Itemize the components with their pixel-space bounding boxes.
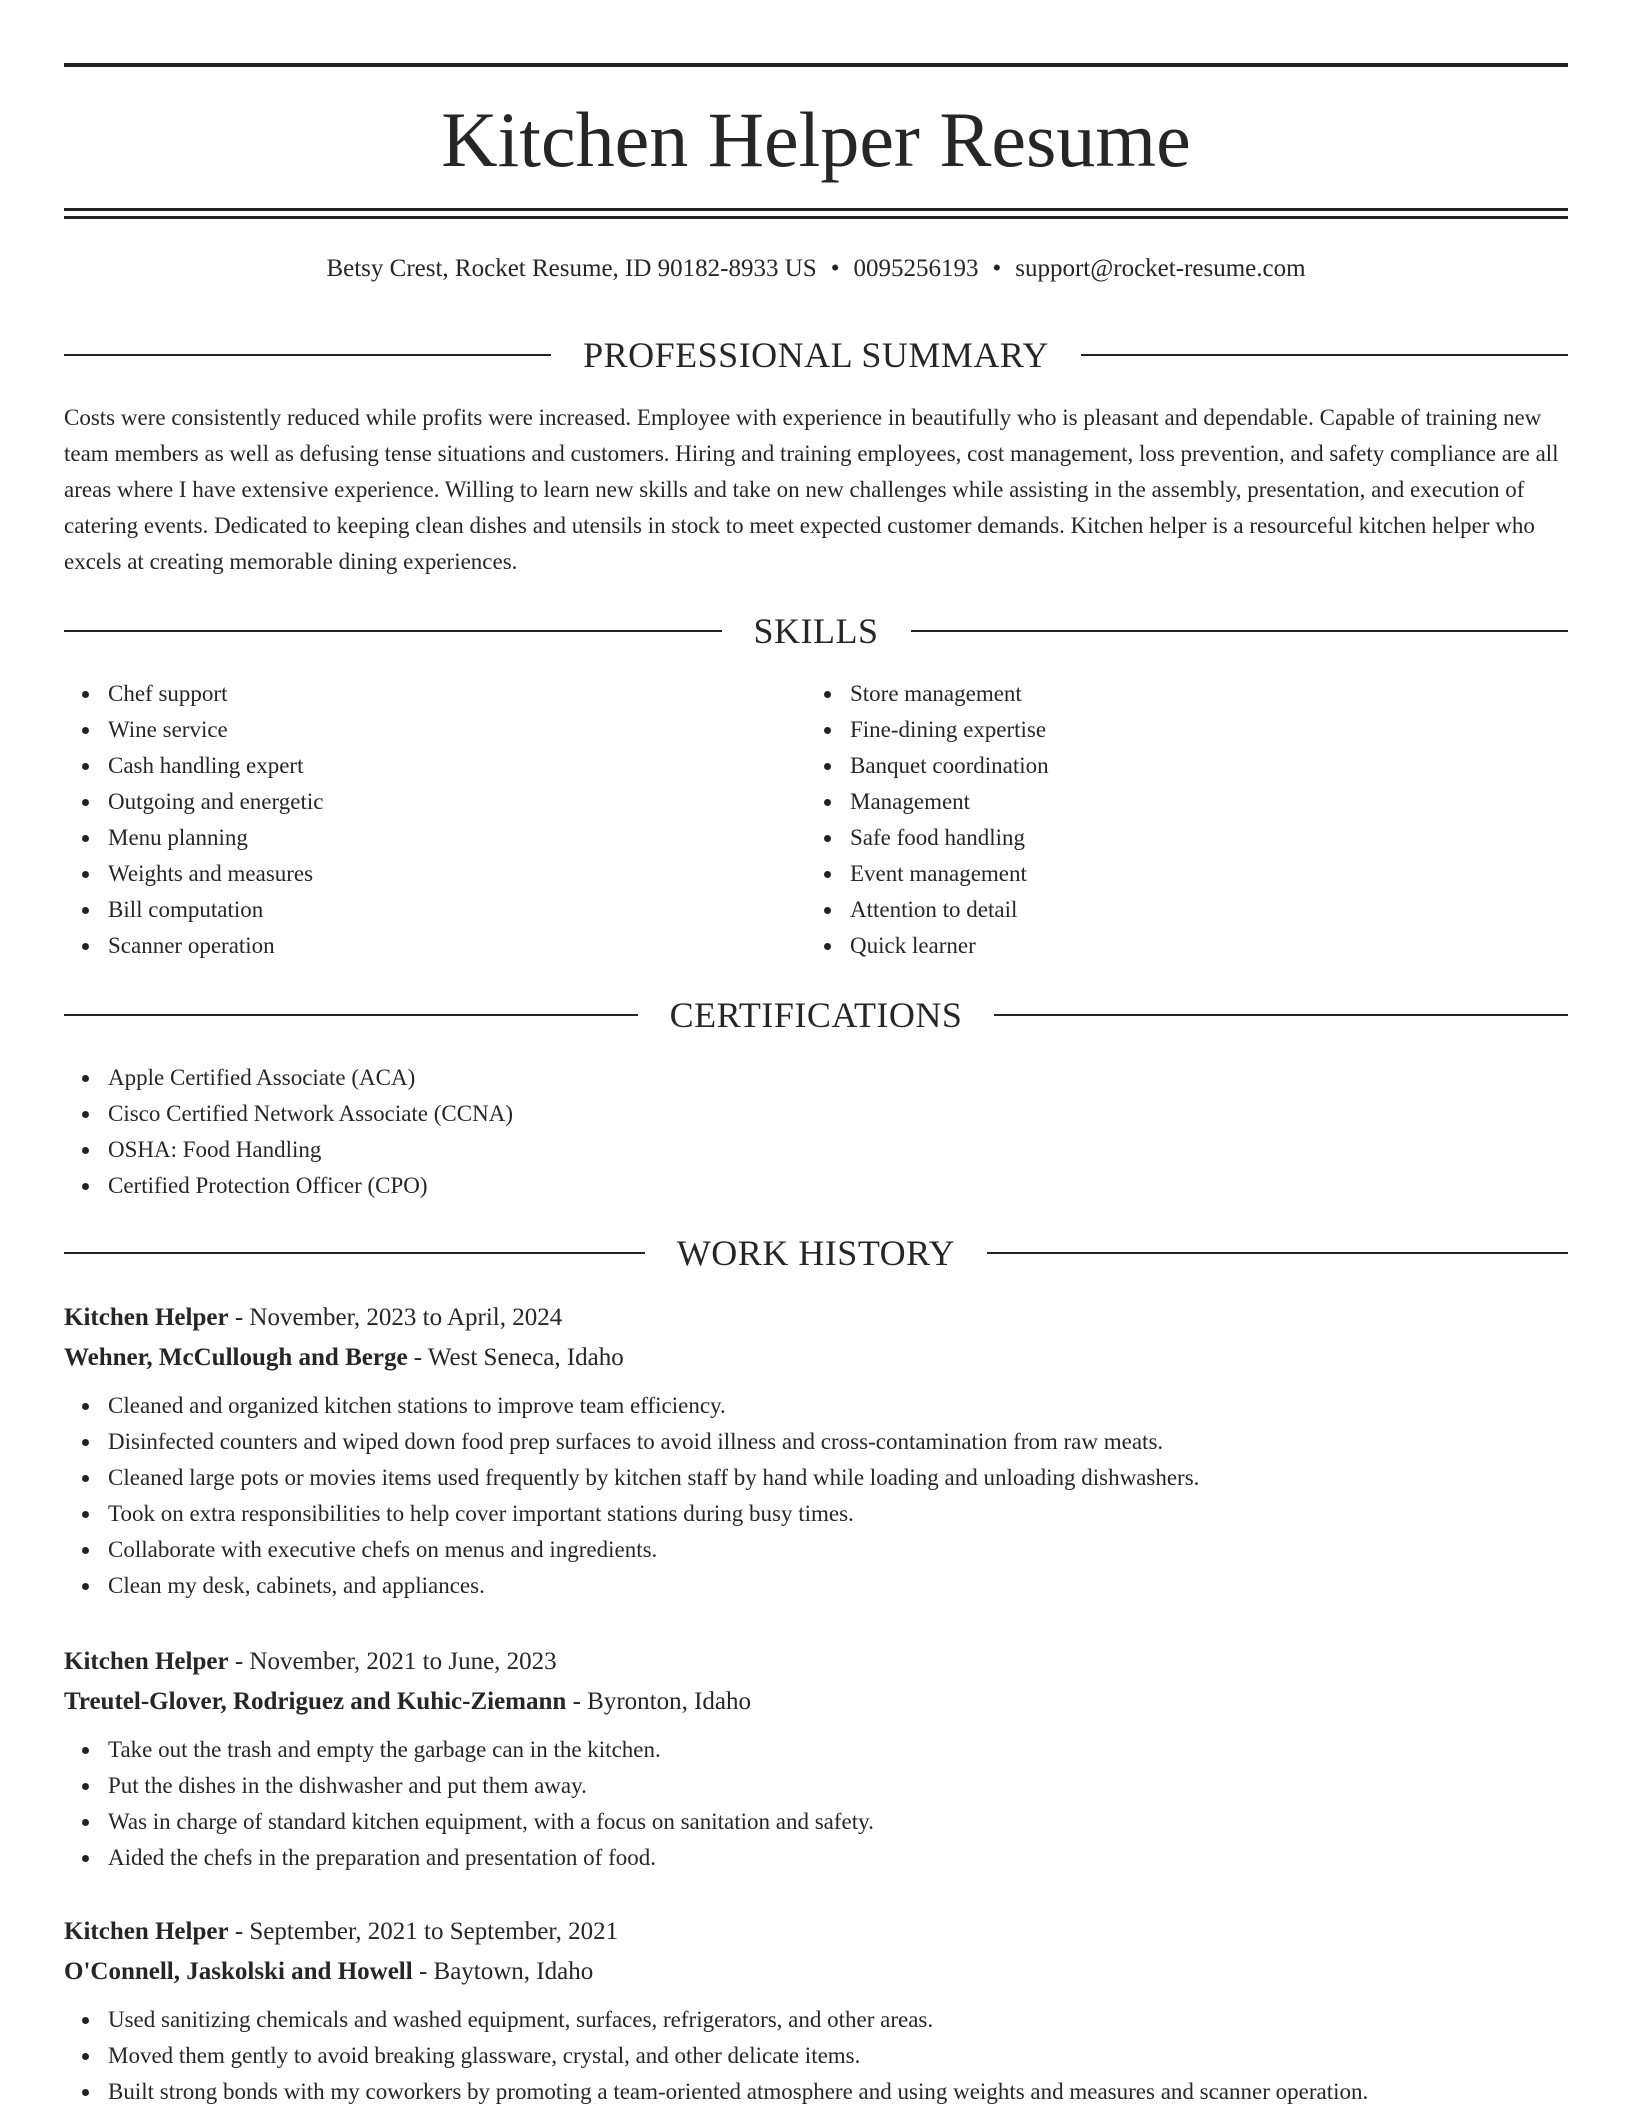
job-duty-item: Disinfected counters and wiped down food prep surfaces to avoid illness and cross-contamination from raw meats. <box>108 1424 1568 1460</box>
job-dates: - September, 2021 to September, 2021 <box>228 1918 619 1945</box>
section-rule <box>994 1014 1568 1016</box>
job-duty-item: Put the dishes in the dishwasher and put them away. <box>108 1768 1568 1804</box>
job-duty-item: Collaborate with executive chefs on menus and ingredients. <box>108 1532 1568 1568</box>
skill-item: Event management <box>850 856 1506 892</box>
contact-separator: • <box>830 255 840 282</box>
skill-item: Store management <box>850 676 1506 712</box>
skill-item: Weights and measures <box>108 856 764 892</box>
job-employer-line <box>64 1338 1568 1378</box>
job-location: - Baytown, Idaho <box>412 1958 594 1985</box>
job-duty-item: Take out the trash and empty the garbage can in the kitchen. <box>108 1732 1568 1768</box>
skill-item: Attention to detail <box>850 892 1506 928</box>
section-rule <box>64 354 551 356</box>
certification-item: OSHA: Food Handling <box>108 1132 1464 1168</box>
job-duty-item: Cleaned large pots or movies items used frequently by kitchen staff by hand while loading and unloading dishwashers. <box>108 1460 1568 1496</box>
certifications <box>64 1060 1464 1204</box>
job-title: Kitchen Helper <box>64 1648 229 1675</box>
contact-email: support@rocket-resume.com <box>1015 255 1306 282</box>
contact-address: Betsy Crest, Rocket Resume, ID 90182-8933 US <box>326 255 817 282</box>
job-duty-item: Moved them gently to avoid breaking glassware, crystal, and other delicate items. <box>108 2038 1568 2074</box>
skill-item: Chef support <box>108 676 764 712</box>
section-rule <box>987 1252 1568 1254</box>
job-duty-item: Clean my desk, cabinets, and appliances. <box>108 1568 1568 1604</box>
job-entry <box>64 1642 1568 1876</box>
job-duty-item: Was in charge of standard kitchen equipment, with a focus on sanitation and safety. <box>108 1804 1568 1840</box>
section-rule <box>64 630 722 632</box>
job-employer-line <box>64 1952 1568 1992</box>
skill-item: Scanner operation <box>108 928 764 964</box>
certification-item: Cisco Certified Network Associate (CCNA) <box>108 1096 1464 1132</box>
job-duty-item: Built strong bonds with my coworkers by promoting a team-oriented atmosphere and using weights and measures and scanner operation. <box>108 2074 1568 2110</box>
job-title-line <box>64 1642 1568 1682</box>
job-duty-item: Aided the chefs in the preparation and presentation of food. <box>108 1840 1568 1876</box>
skills-column-right <box>806 676 1506 964</box>
job-duty-item: Took on extra responsibilities to help cover important stations during busy times. <box>108 1496 1568 1532</box>
section-rule <box>64 1014 638 1016</box>
job-title: Kitchen Helper <box>64 1918 229 1945</box>
job-entry <box>64 1912 1568 2110</box>
certification-item: Certified Protection Officer (CPO) <box>108 1168 1464 1204</box>
skill-item: Fine-dining expertise <box>850 712 1506 748</box>
job-duties <box>64 1388 1568 1604</box>
resume-title: Kitchen Helper Resume <box>441 96 1191 183</box>
section-header-skills <box>64 609 1568 653</box>
skills-list-right <box>806 676 1506 964</box>
section-header-work-history <box>64 1231 1568 1275</box>
skill-item: Bill computation <box>108 892 764 928</box>
contact-line <box>64 253 1568 285</box>
section-header-certifications <box>64 993 1568 1037</box>
job-duties <box>64 2002 1568 2110</box>
job-dates: - November, 2023 to April, 2024 <box>228 1304 563 1331</box>
section-rule <box>64 1252 645 1254</box>
section-title: SKILLS <box>753 611 879 651</box>
job-title-line <box>64 1912 1568 1952</box>
skills-column-left <box>64 676 764 964</box>
certifications-list <box>64 1060 1464 1204</box>
skill-item: Outgoing and energetic <box>108 784 764 820</box>
job-location: - Byronton, Idaho <box>566 1688 752 1715</box>
top-rule <box>64 63 1568 67</box>
contact-phone: 0095256193 <box>853 255 979 282</box>
job-employer: Treutel-Glover, Rodriguez and Kuhic-Ziemann <box>64 1688 567 1715</box>
skill-item: Cash handling expert <box>108 748 764 784</box>
job-duties <box>64 1732 1568 1876</box>
skill-item: Quick learner <box>850 928 1506 964</box>
job-entry <box>64 1298 1568 1604</box>
section-title: WORK HISTORY <box>676 1233 956 1273</box>
skill-item: Menu planning <box>108 820 764 856</box>
skill-item: Wine service <box>108 712 764 748</box>
job-duty-item: Cleaned and organized kitchen stations to improve team efficiency. <box>108 1388 1568 1424</box>
section-rule <box>911 630 1569 632</box>
certification-item: Apple Certified Associate (ACA) <box>108 1060 1464 1096</box>
skill-item: Banquet coordination <box>850 748 1506 784</box>
summary-text: Costs were consistently reduced while profits were increased. Employee with experience in beautifully who is pleasant and dependable. Capable of training new team members as well as defusing tense situations and customers. Hiring and training employees, cost management, loss prevention, and safety compliance are all areas where I have extensive experience. Willing to learn new skills and take on new challenges while assisting in the assembly, presentation, and execution of catering events. Dedicated to keeping clean dishes and utensils in stock to meet expected customer demands. Kitchen helper is a resourceful kitchen helper who excels at creating memorable dining experiences. <box>64 405 1559 574</box>
title-rule-lower <box>64 216 1568 219</box>
job-dates: - November, 2021 to June, 2023 <box>228 1648 557 1675</box>
job-employer: O'Connell, Jaskolski and Howell <box>64 1958 413 1985</box>
job-employer: Wehner, McCullough and Berge <box>64 1344 408 1371</box>
section-title: PROFESSIONAL SUMMARY <box>583 335 1049 375</box>
section-title: CERTIFICATIONS <box>669 995 963 1035</box>
section-rule <box>1081 354 1568 356</box>
job-duty-item: Used sanitizing chemicals and washed equipment, surfaces, refrigerators, and other areas. <box>108 2002 1568 2038</box>
title-rule-upper <box>64 208 1568 211</box>
section-header-summary <box>64 333 1568 377</box>
job-title: Kitchen Helper <box>64 1304 229 1331</box>
job-location: - West Seneca, Idaho <box>407 1344 624 1371</box>
skill-item: Management <box>850 784 1506 820</box>
job-employer-line <box>64 1682 1568 1722</box>
job-title-line <box>64 1298 1568 1338</box>
contact-separator: • <box>992 255 1002 282</box>
skill-item: Safe food handling <box>850 820 1506 856</box>
skills-list-left <box>64 676 764 964</box>
